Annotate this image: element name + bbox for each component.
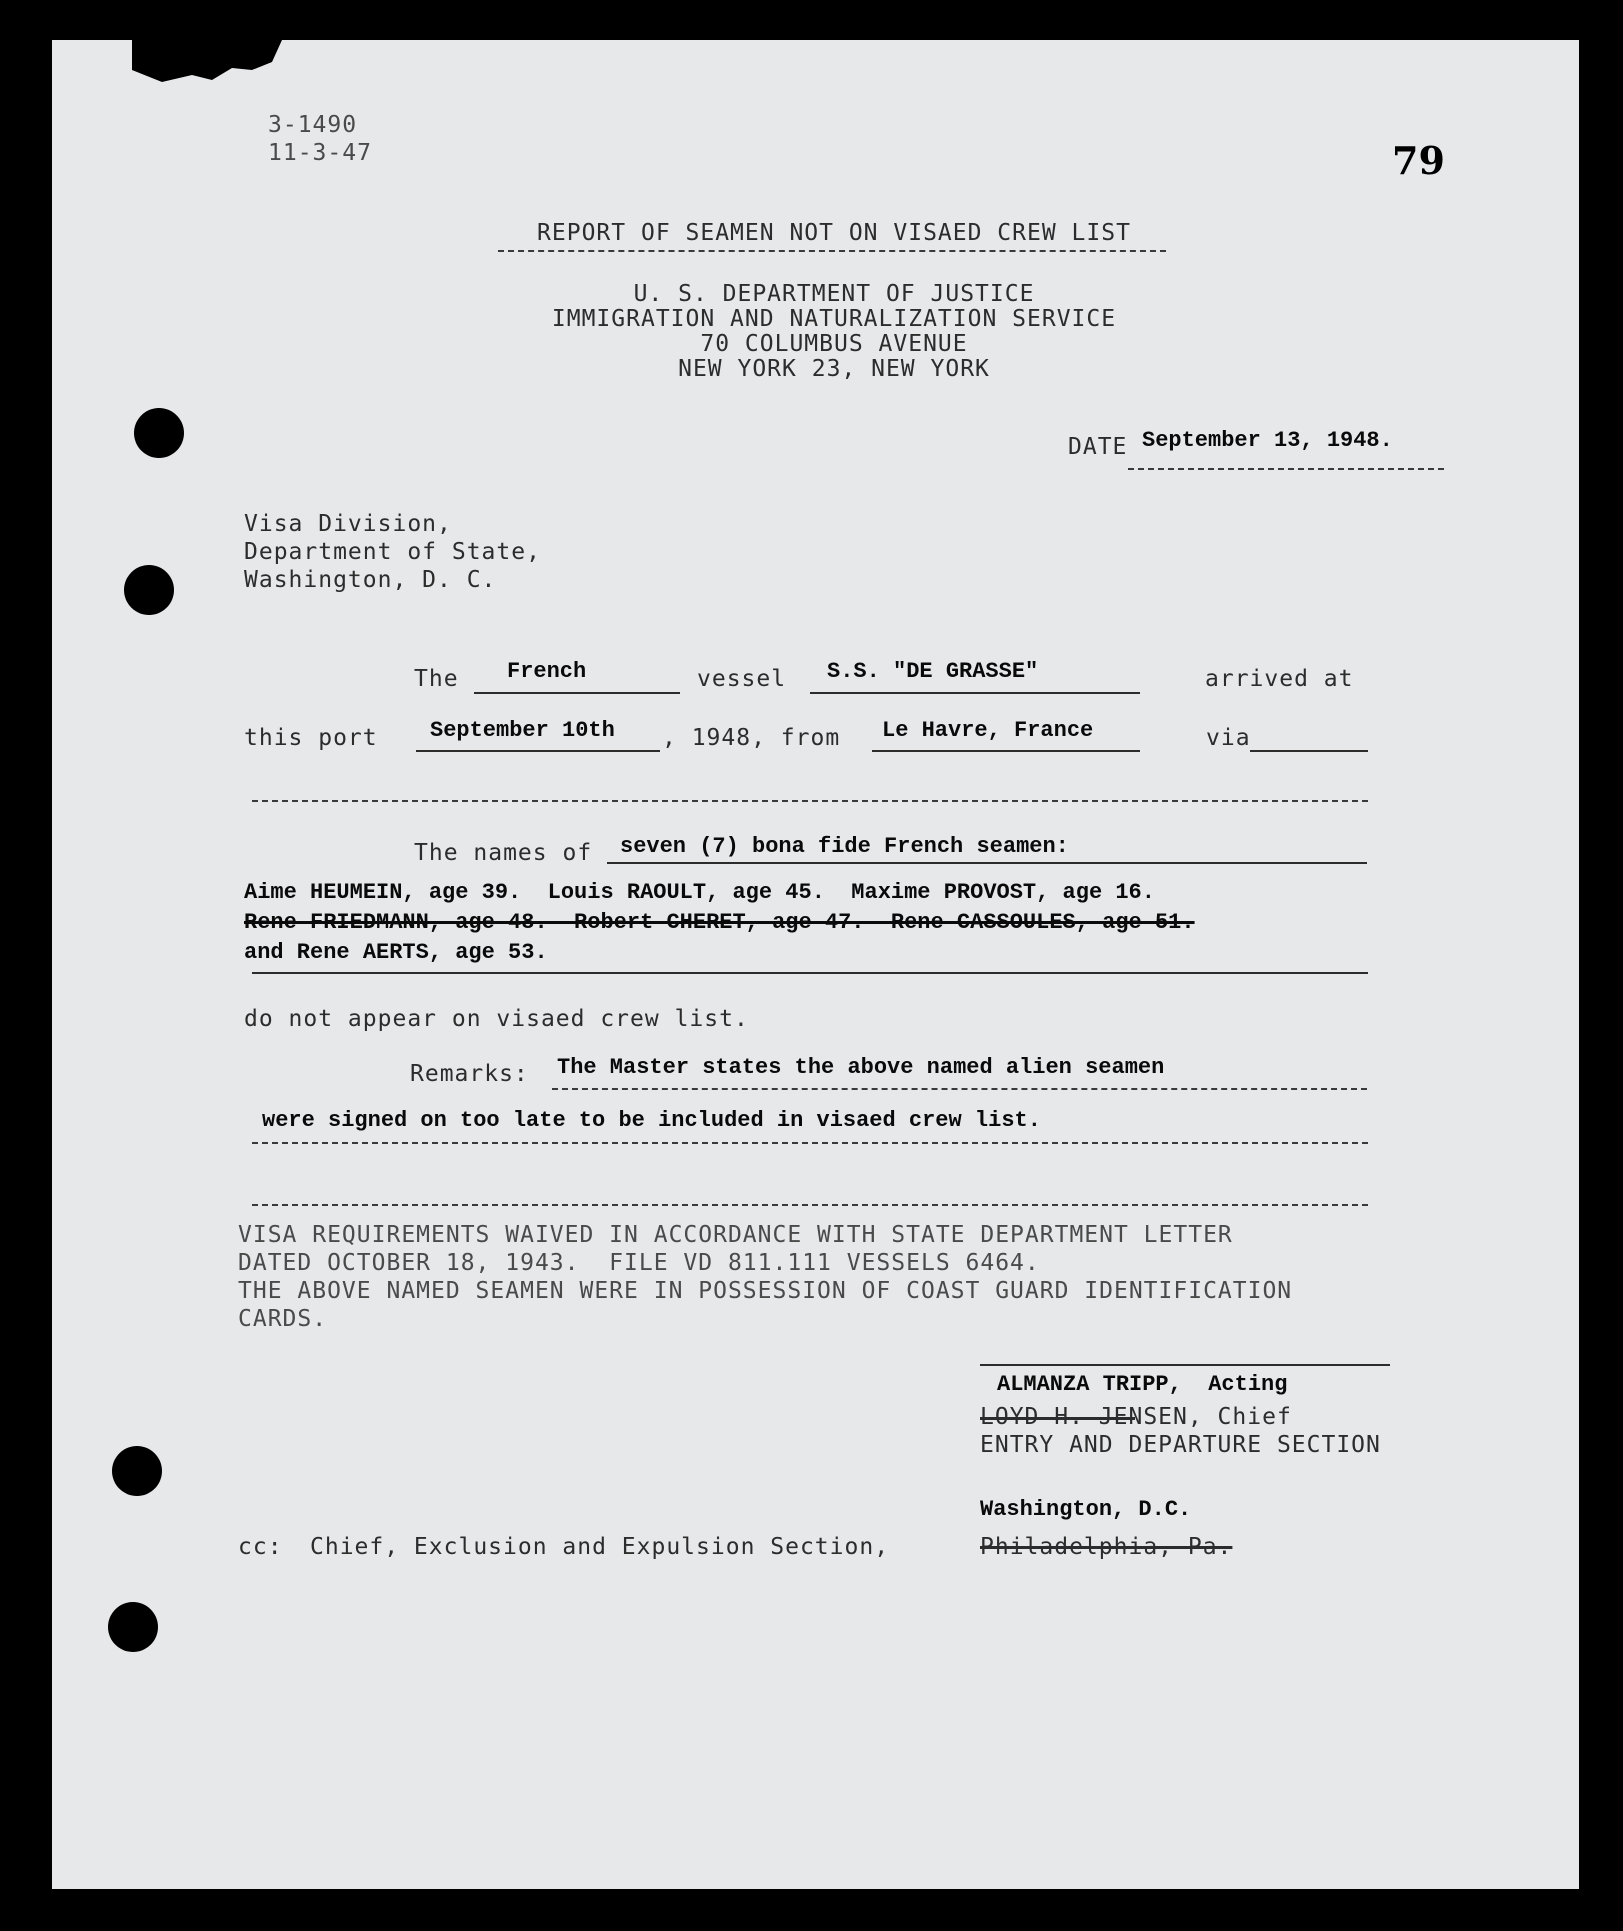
cc-location: Washington, D.C.	[980, 1497, 1192, 1522]
addressee-line-2: Department of State,	[244, 539, 541, 565]
vessel-name-underline	[810, 692, 1140, 694]
names-label: The names of	[414, 840, 593, 866]
waiver-line-4: CARDS.	[238, 1306, 328, 1332]
waiver-line-3: THE ABOVE NAMED SEAMEN WERE IN POSSESSION OF COAST GUARD IDENTIFICATION	[238, 1278, 1293, 1304]
file-ref-number: 3-1490	[268, 112, 358, 138]
remarks-underline-2	[252, 1142, 1368, 1144]
seamen-names-line-2-struck: Rene FRIEDMANN, age 48. Robert CHERET, age 47. Rene CASSOULES, age 51.	[244, 910, 1195, 935]
file-ref-date: 11-3-47	[268, 140, 372, 166]
arrival-date-underline	[416, 750, 660, 752]
punch-hole	[124, 565, 174, 615]
punch-hole	[112, 1446, 162, 1496]
agency-line-2: IMMIGRATION AND NATURALIZATION SERVICE	[551, 306, 1117, 332]
remarks-line-2: were signed on too late to be included in visaed crew list.	[262, 1108, 1041, 1133]
seamen-names-line-1: Aime HEUMEIN, age 39. Louis RAOULT, age 45. Maxime PROVOST, age 16.	[244, 880, 1155, 905]
via-label: via	[1206, 725, 1251, 751]
arrived-label: arrived at	[1205, 666, 1354, 692]
remarks-line-1: The Master states the above named alien seamen	[557, 1055, 1165, 1080]
signer-acting: ALMANZA TRIPP, Acting	[997, 1372, 1288, 1397]
remarks-label: Remarks:	[410, 1061, 529, 1087]
the-label: The	[414, 666, 459, 692]
page-number: 79	[1392, 138, 1445, 183]
date-underline	[1128, 468, 1444, 470]
names-underline	[252, 972, 1368, 974]
agency-line-1: U. S. DEPARTMENT OF JUSTICE	[633, 281, 1035, 307]
via-underline	[1250, 750, 1368, 752]
vessel-label: vessel	[697, 666, 787, 692]
origin-underline	[872, 750, 1140, 752]
names-tail-text: do not appear on visaed crew list.	[244, 1006, 749, 1032]
date-label: DATE	[1068, 434, 1128, 460]
divider-1	[252, 800, 1368, 802]
document-page	[52, 40, 1579, 1889]
torn-corner-mark	[92, 40, 292, 90]
signer-chief: LOYD H. JENSEN, Chief	[980, 1404, 1292, 1430]
seamen-count: seven (7) bona fide French seamen:	[620, 834, 1069, 859]
addressee-line-1: Visa Division,	[244, 511, 452, 537]
signature-line	[980, 1364, 1390, 1366]
arrival-date: September 10th	[430, 718, 615, 743]
seamen-names-line-3: and Rene AERTS, age 53.	[244, 940, 548, 965]
page-title: REPORT OF SEAMEN NOT ON VISAED CREW LIST	[537, 220, 1131, 246]
cc-struck-location: Philadelphia, Pa.	[980, 1534, 1233, 1560]
chief-name-strike	[980, 1417, 1135, 1420]
vessel-nationality: French	[507, 659, 587, 684]
year-from-text: , 1948, from	[662, 725, 841, 751]
remarks-underline-3	[252, 1204, 1368, 1206]
punch-hole	[134, 408, 184, 458]
vessel-name: S.S. "DE GRASSE"	[827, 659, 1039, 684]
agency-line-4: NEW YORK 23, NEW YORK	[678, 356, 990, 382]
nationality-underline	[474, 692, 680, 694]
agency-line-3: 70 COLUMBUS AVENUE	[700, 331, 968, 357]
cc-text: Chief, Exclusion and Expulsion Section,	[310, 1534, 890, 1560]
waiver-line-2: DATED OCTOBER 18, 1943. FILE VD 811.111 VESSELS 6464.	[238, 1250, 1040, 1276]
signer-section: ENTRY AND DEPARTURE SECTION	[980, 1432, 1381, 1458]
punch-hole	[108, 1602, 158, 1652]
date-value: September 13, 1948.	[1142, 428, 1393, 453]
cc-label: cc:	[238, 1534, 283, 1560]
title-underline	[498, 250, 1166, 252]
waiver-line-1: VISA REQUIREMENTS WAIVED IN ACCORDANCE WITH STATE DEPARTMENT LETTER	[238, 1222, 1233, 1248]
remarks-underline-1	[552, 1088, 1367, 1090]
origin-port: Le Havre, France	[882, 718, 1094, 743]
port-label: this port	[244, 725, 378, 751]
count-underline	[607, 862, 1367, 864]
addressee-line-3: Washington, D. C.	[244, 567, 497, 593]
